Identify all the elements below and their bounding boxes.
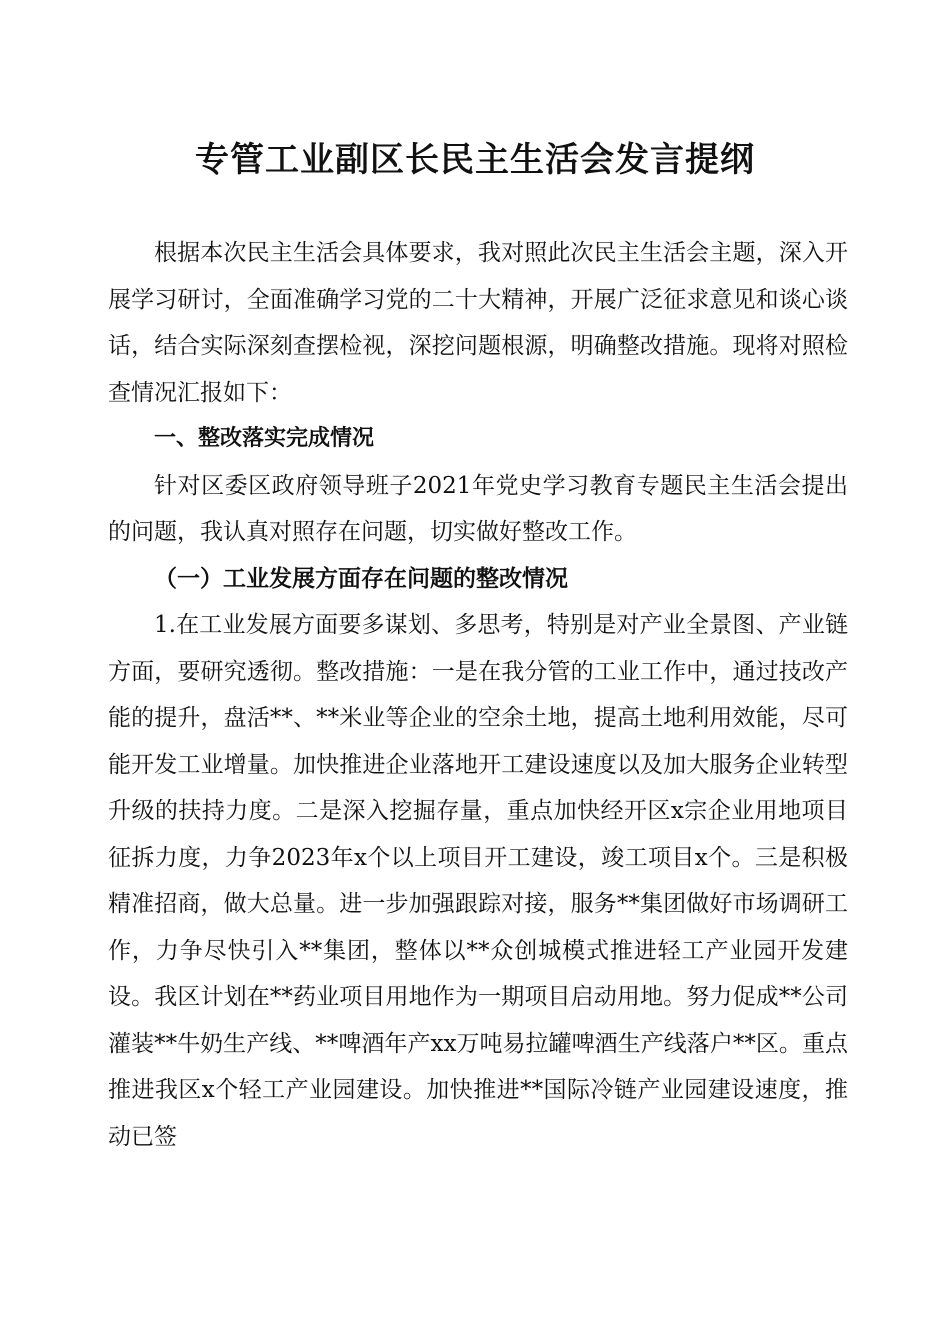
subsection-heading: （一）工业发展方面存在问题的整改情况 [154,564,568,592]
document-title: 专管工业副区长民主生活会发言提纲 [195,140,755,180]
document-body [108,230,848,1160]
item-paragraph: 1.在工业发展方面要多谋划、多思考，特别是对产业全景图、产业链方面，要研究透彻。整改措施：一是在我分管的工业工作中，通过技改产能的提升，盘活**、**米业等企业的空余土地，提高土地利用效能，尽可能开发工业增量。加快推进企业落地开工建设速度以及加大服务企业转型升级的扶持力度。二是深入挖掘存量，重点加快经开区x宗企业用地项目征拆力度，力争2023年x个以上项目开工建设，竣工项目x个。三是积极精准招商，做大总量。进一步加强跟踪对接，服务**集团做好市场调研工作，力争尽快引入**集团，整体以**众创城模式推进轻工产业园开发建设。我区计划在**药业项目用地作为一期项目启动用地。努力促成**公司灌装**牛奶生产线、**啤酒年产xx万吨易拉罐啤酒生产线落户**区。重点推进我区x个轻工产业园建设。加快推进**国际冷链产业园建设速度，推动已签 [108,612,848,1150]
section-heading: 一、整改落实完成情况 [154,426,375,451]
section-paragraph: 针对区委区政府领导班子2021年党史学习教育专题民主生活会提出的问题，我认真对照存在问题，切实做好整改工作。 [108,472,848,545]
intro-paragraph: 根据本次民主生活会具体要求，我对照此次民主生活会主题，深入开展学习研讨，全面准确学习党的二十大精神，开展广泛征求意见和谈心谈话，结合实际深刻查摆检视，深挖问题根源，明确整改措施。现将对照检查情况汇报如下： [108,240,848,406]
